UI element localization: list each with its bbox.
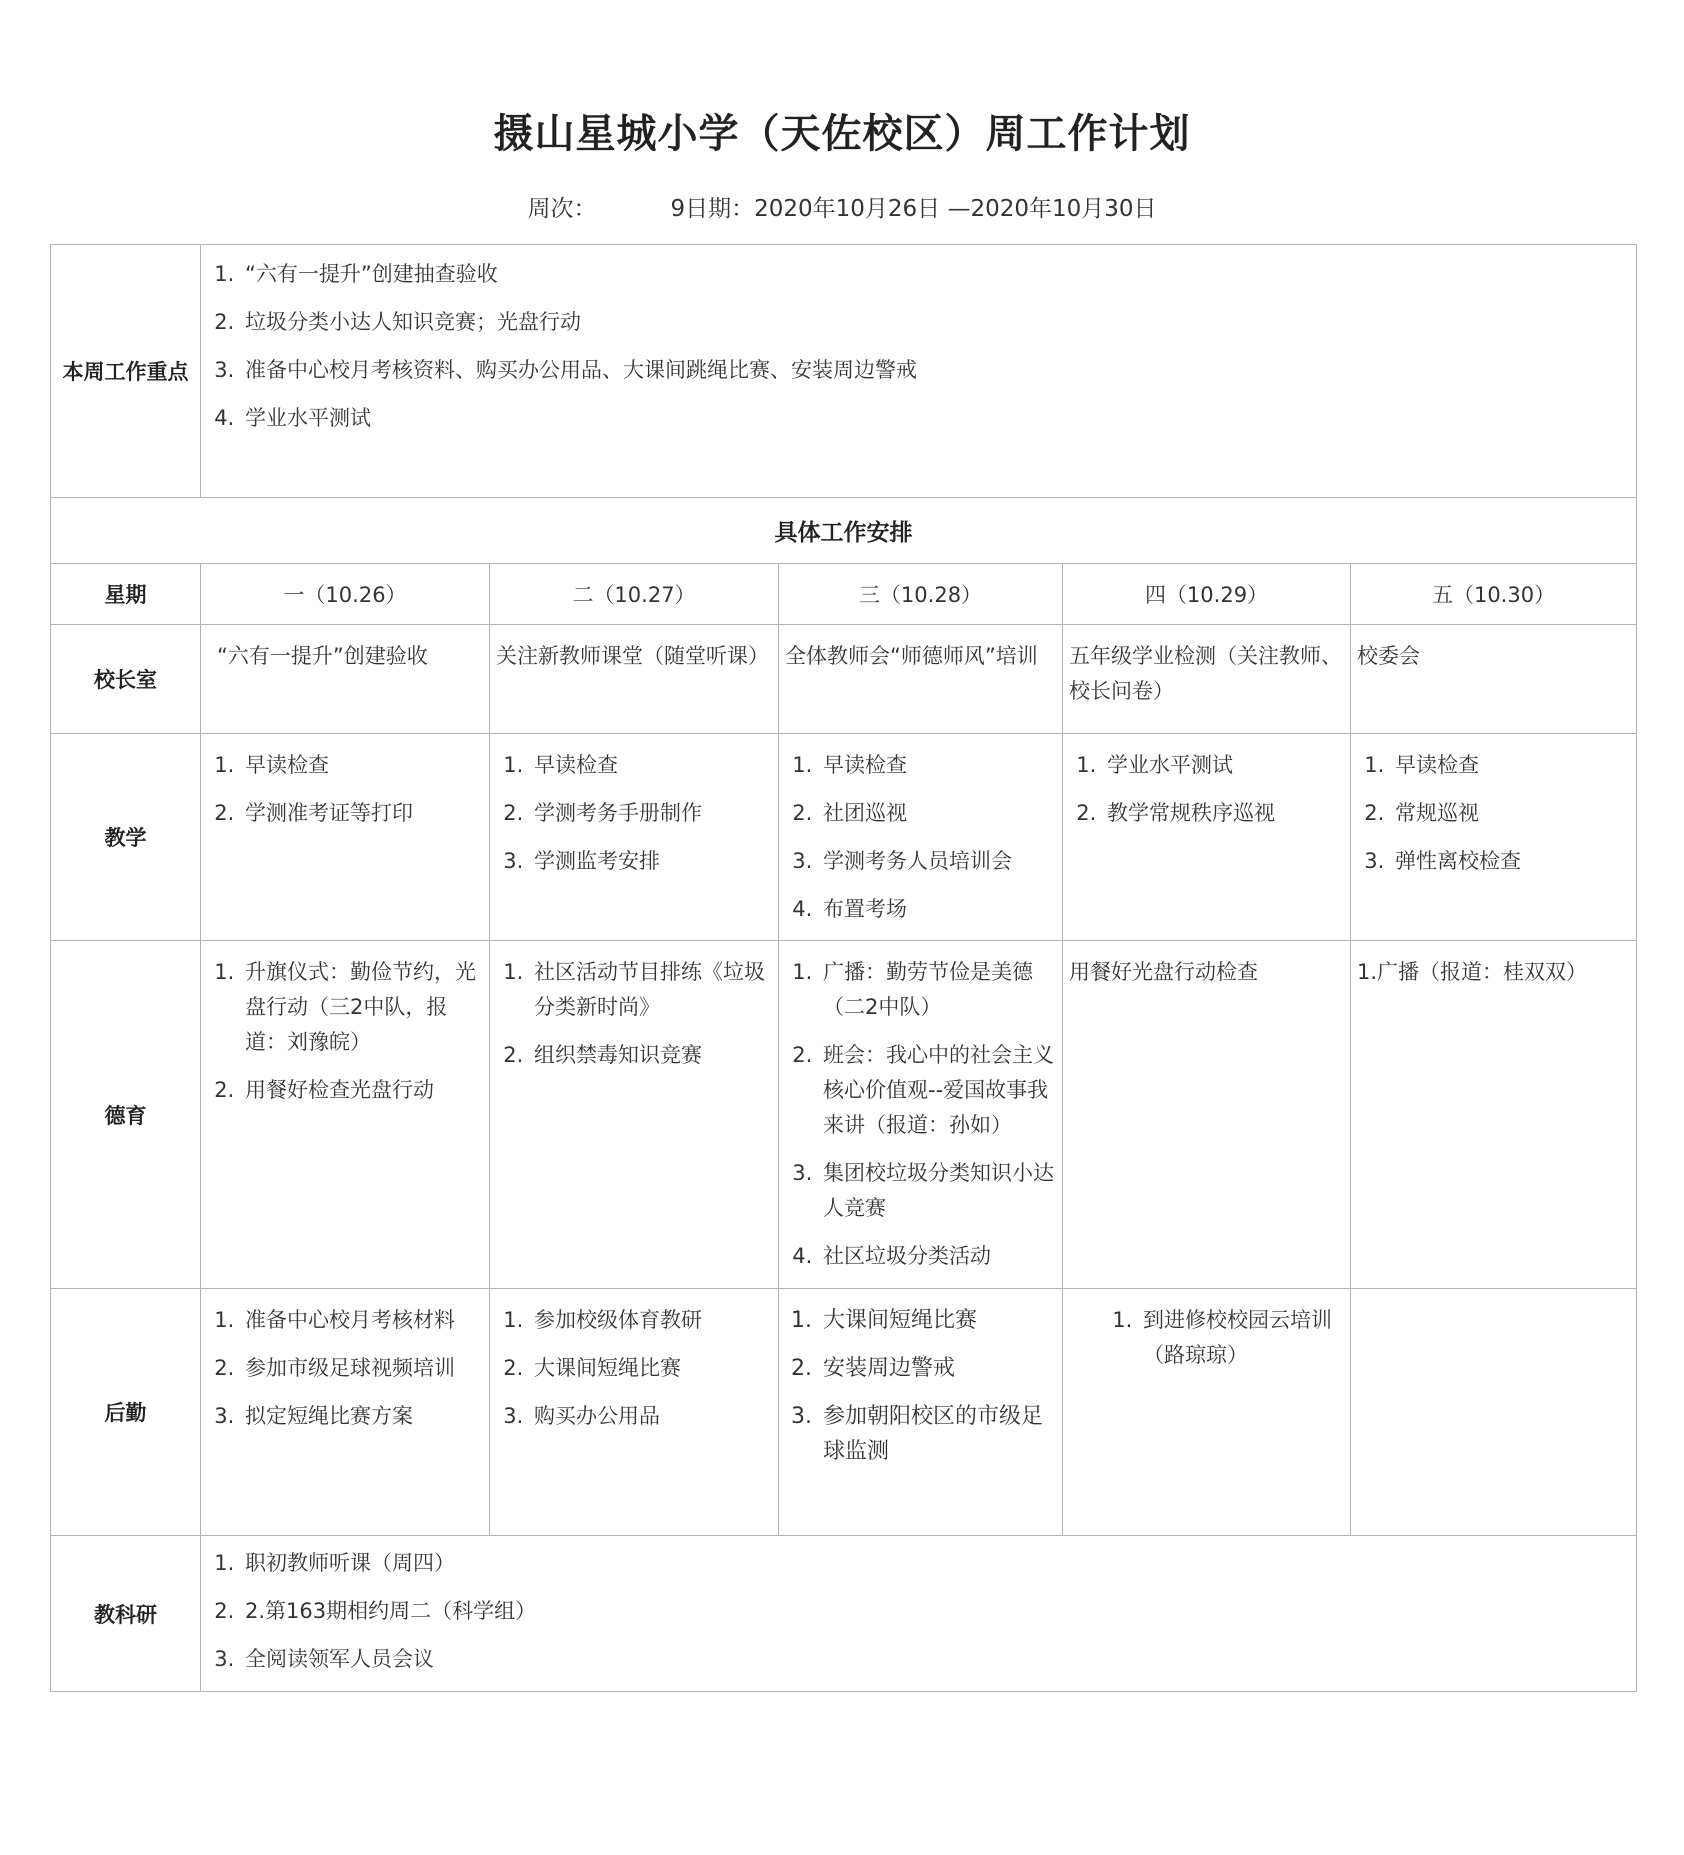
teaching-item: 1. 早读检查	[241, 748, 483, 783]
teaching-cell	[201, 734, 490, 941]
research-item: 3. 全阅读领军人员会议	[241, 1642, 1630, 1677]
principal-cell	[490, 625, 779, 734]
week-label: 周次：	[527, 196, 597, 222]
moral-cell	[1351, 941, 1637, 1289]
day-header: 五（10.30）	[1351, 564, 1637, 625]
research-item: 2. 2.第163期相约周二（科学组）	[241, 1594, 1630, 1629]
teaching-label: 教学	[51, 734, 201, 941]
moral-item: 4. 社区垃圾分类活动	[819, 1239, 1056, 1274]
principal-cell	[1063, 625, 1351, 734]
logistics-text	[1351, 1289, 1636, 1303]
teaching-cell	[779, 734, 1063, 941]
day-header: 三（10.28）	[779, 564, 1063, 625]
principal-text: “六有一提升”创建验收	[217, 644, 428, 668]
logistics-label: 后勤	[51, 1289, 201, 1536]
moral-item: 2. 用餐好检查光盘行动	[241, 1073, 483, 1108]
logistics-cell	[779, 1289, 1063, 1536]
teaching-cell	[1063, 734, 1351, 941]
teaching-item: 1. 早读检查	[1391, 748, 1630, 783]
focus-item: 3. 准备中心校月考核资料、购买办公用品、大课间跳绳比赛、安装周边警戒	[241, 353, 1630, 388]
logistics-item: 2. 参加市级足球视频培训	[241, 1351, 483, 1386]
principal-label: 校长室	[51, 625, 201, 734]
date-value: 2020年10月26日 —2020年10月30日	[754, 196, 1157, 222]
logistics-cell	[1063, 1289, 1351, 1536]
moral-text: 1.广播（报道：桂双双）	[1357, 960, 1588, 984]
focus-cell	[201, 245, 1637, 498]
logistics-cell	[201, 1289, 490, 1536]
teaching-item: 3. 弹性离校检查	[1391, 844, 1630, 879]
research-item: 1. 职初教师听课（周四）	[241, 1546, 1630, 1581]
teaching-item: 3. 学测考务人员培训会	[819, 844, 1056, 879]
logistics-item: 3. 参加朝阳校区的市级足球监测	[819, 1399, 1056, 1469]
teaching-item: 3. 学测监考安排	[530, 844, 772, 879]
principal-text: 五年级学业检测（关注教师、校长问卷）	[1069, 644, 1342, 703]
day-header: 一（10.26）	[201, 564, 490, 625]
research-label: 教科研	[51, 1536, 201, 1692]
principal-text: 关注新教师课堂（随堂听课）	[496, 644, 769, 668]
teaching-item: 1. 早读检查	[819, 748, 1056, 783]
moral-text: 用餐好光盘行动检查	[1069, 960, 1258, 984]
logistics-item: 3. 购买办公用品	[530, 1399, 772, 1434]
principal-text: 校委会	[1357, 644, 1420, 668]
teaching-cell	[490, 734, 779, 941]
teaching-item: 4. 布置考场	[819, 892, 1056, 927]
days-label: 星期	[51, 564, 201, 625]
principal-cell	[201, 625, 490, 734]
day-header: 二（10.27）	[490, 564, 779, 625]
logistics-item: 1. 参加校级体育教研	[530, 1303, 772, 1338]
logistics-item: 1. 准备中心校月考核材料	[241, 1303, 483, 1338]
teaching-item: 1. 早读检查	[530, 748, 772, 783]
focus-item: 1. “六有一提升”创建抽查验收	[241, 257, 1630, 292]
days-row	[51, 564, 1637, 625]
teaching-item: 1. 学业水平测试	[1103, 748, 1344, 783]
moral-item: 2. 班会：我心中的社会主义核心价值观--爱国故事我来讲（报道：孙如）	[819, 1038, 1056, 1143]
logistics-row	[51, 1289, 1637, 1536]
logistics-item: 1. 到进修校校园云培训（路琼琼）	[1139, 1303, 1344, 1373]
date-label: 日期：	[685, 196, 755, 222]
principal-cell	[1351, 625, 1637, 734]
moral-item: 1. 升旗仪式：勤俭节约，光盘行动（三2中队，报道：刘豫皖）	[241, 955, 483, 1060]
research-cell	[201, 1536, 1637, 1692]
principal-cell	[779, 625, 1063, 734]
moral-cell	[201, 941, 490, 1289]
teaching-item: 2. 学测准考证等打印	[241, 796, 483, 831]
principal-row	[51, 625, 1637, 734]
moral-item: 1. 社区活动节目排练《垃圾分类新时尚》	[530, 955, 772, 1025]
logistics-item: 2. 大课间短绳比赛	[530, 1351, 772, 1386]
week-date-line	[0, 190, 1684, 223]
day-header: 四（10.29）	[1063, 564, 1351, 625]
moral-cell	[1063, 941, 1351, 1289]
logistics-cell	[1351, 1289, 1637, 1536]
teaching-row	[51, 734, 1637, 941]
research-row	[51, 1536, 1637, 1692]
moral-cell	[490, 941, 779, 1289]
logistics-cell	[490, 1289, 779, 1536]
section-title-row	[51, 498, 1637, 564]
moral-label: 德育	[51, 941, 201, 1289]
principal-text: 全体教师会“师德师风”培训	[785, 644, 1038, 668]
teaching-item: 2. 教学常规秩序巡视	[1103, 796, 1344, 831]
logistics-item: 3. 拟定短绳比赛方案	[241, 1399, 483, 1434]
moral-item: 1. 广播：勤劳节俭是美德（二2中队）	[819, 955, 1056, 1025]
focus-item: 2. 垃圾分类小达人知识竞赛；光盘行动	[241, 305, 1630, 340]
teaching-cell	[1351, 734, 1637, 941]
week-value: 9	[670, 196, 686, 222]
teaching-item: 2. 常规巡视	[1391, 796, 1630, 831]
logistics-item: 2. 安装周边警戒	[819, 1351, 1056, 1386]
plan-table	[50, 244, 1637, 1692]
teaching-item: 2. 学测考务手册制作	[530, 796, 772, 831]
section-title: 具体工作安排	[51, 498, 1637, 564]
focus-item: 4. 学业水平测试	[241, 401, 1630, 436]
moral-row	[51, 941, 1637, 1289]
moral-item: 3. 集团校垃圾分类知识小达人竞赛	[819, 1156, 1056, 1226]
logistics-item: 1. 大课间短绳比赛	[819, 1303, 1056, 1338]
moral-cell	[779, 941, 1063, 1289]
focus-label: 本周工作重点	[51, 245, 201, 498]
teaching-item: 2. 社团巡视	[819, 796, 1056, 831]
page-title: 摄山星城小学（天佐校区）周工作计划	[493, 111, 1191, 157]
moral-item: 2. 组织禁毒知识竞赛	[530, 1038, 772, 1073]
focus-row	[51, 245, 1637, 498]
